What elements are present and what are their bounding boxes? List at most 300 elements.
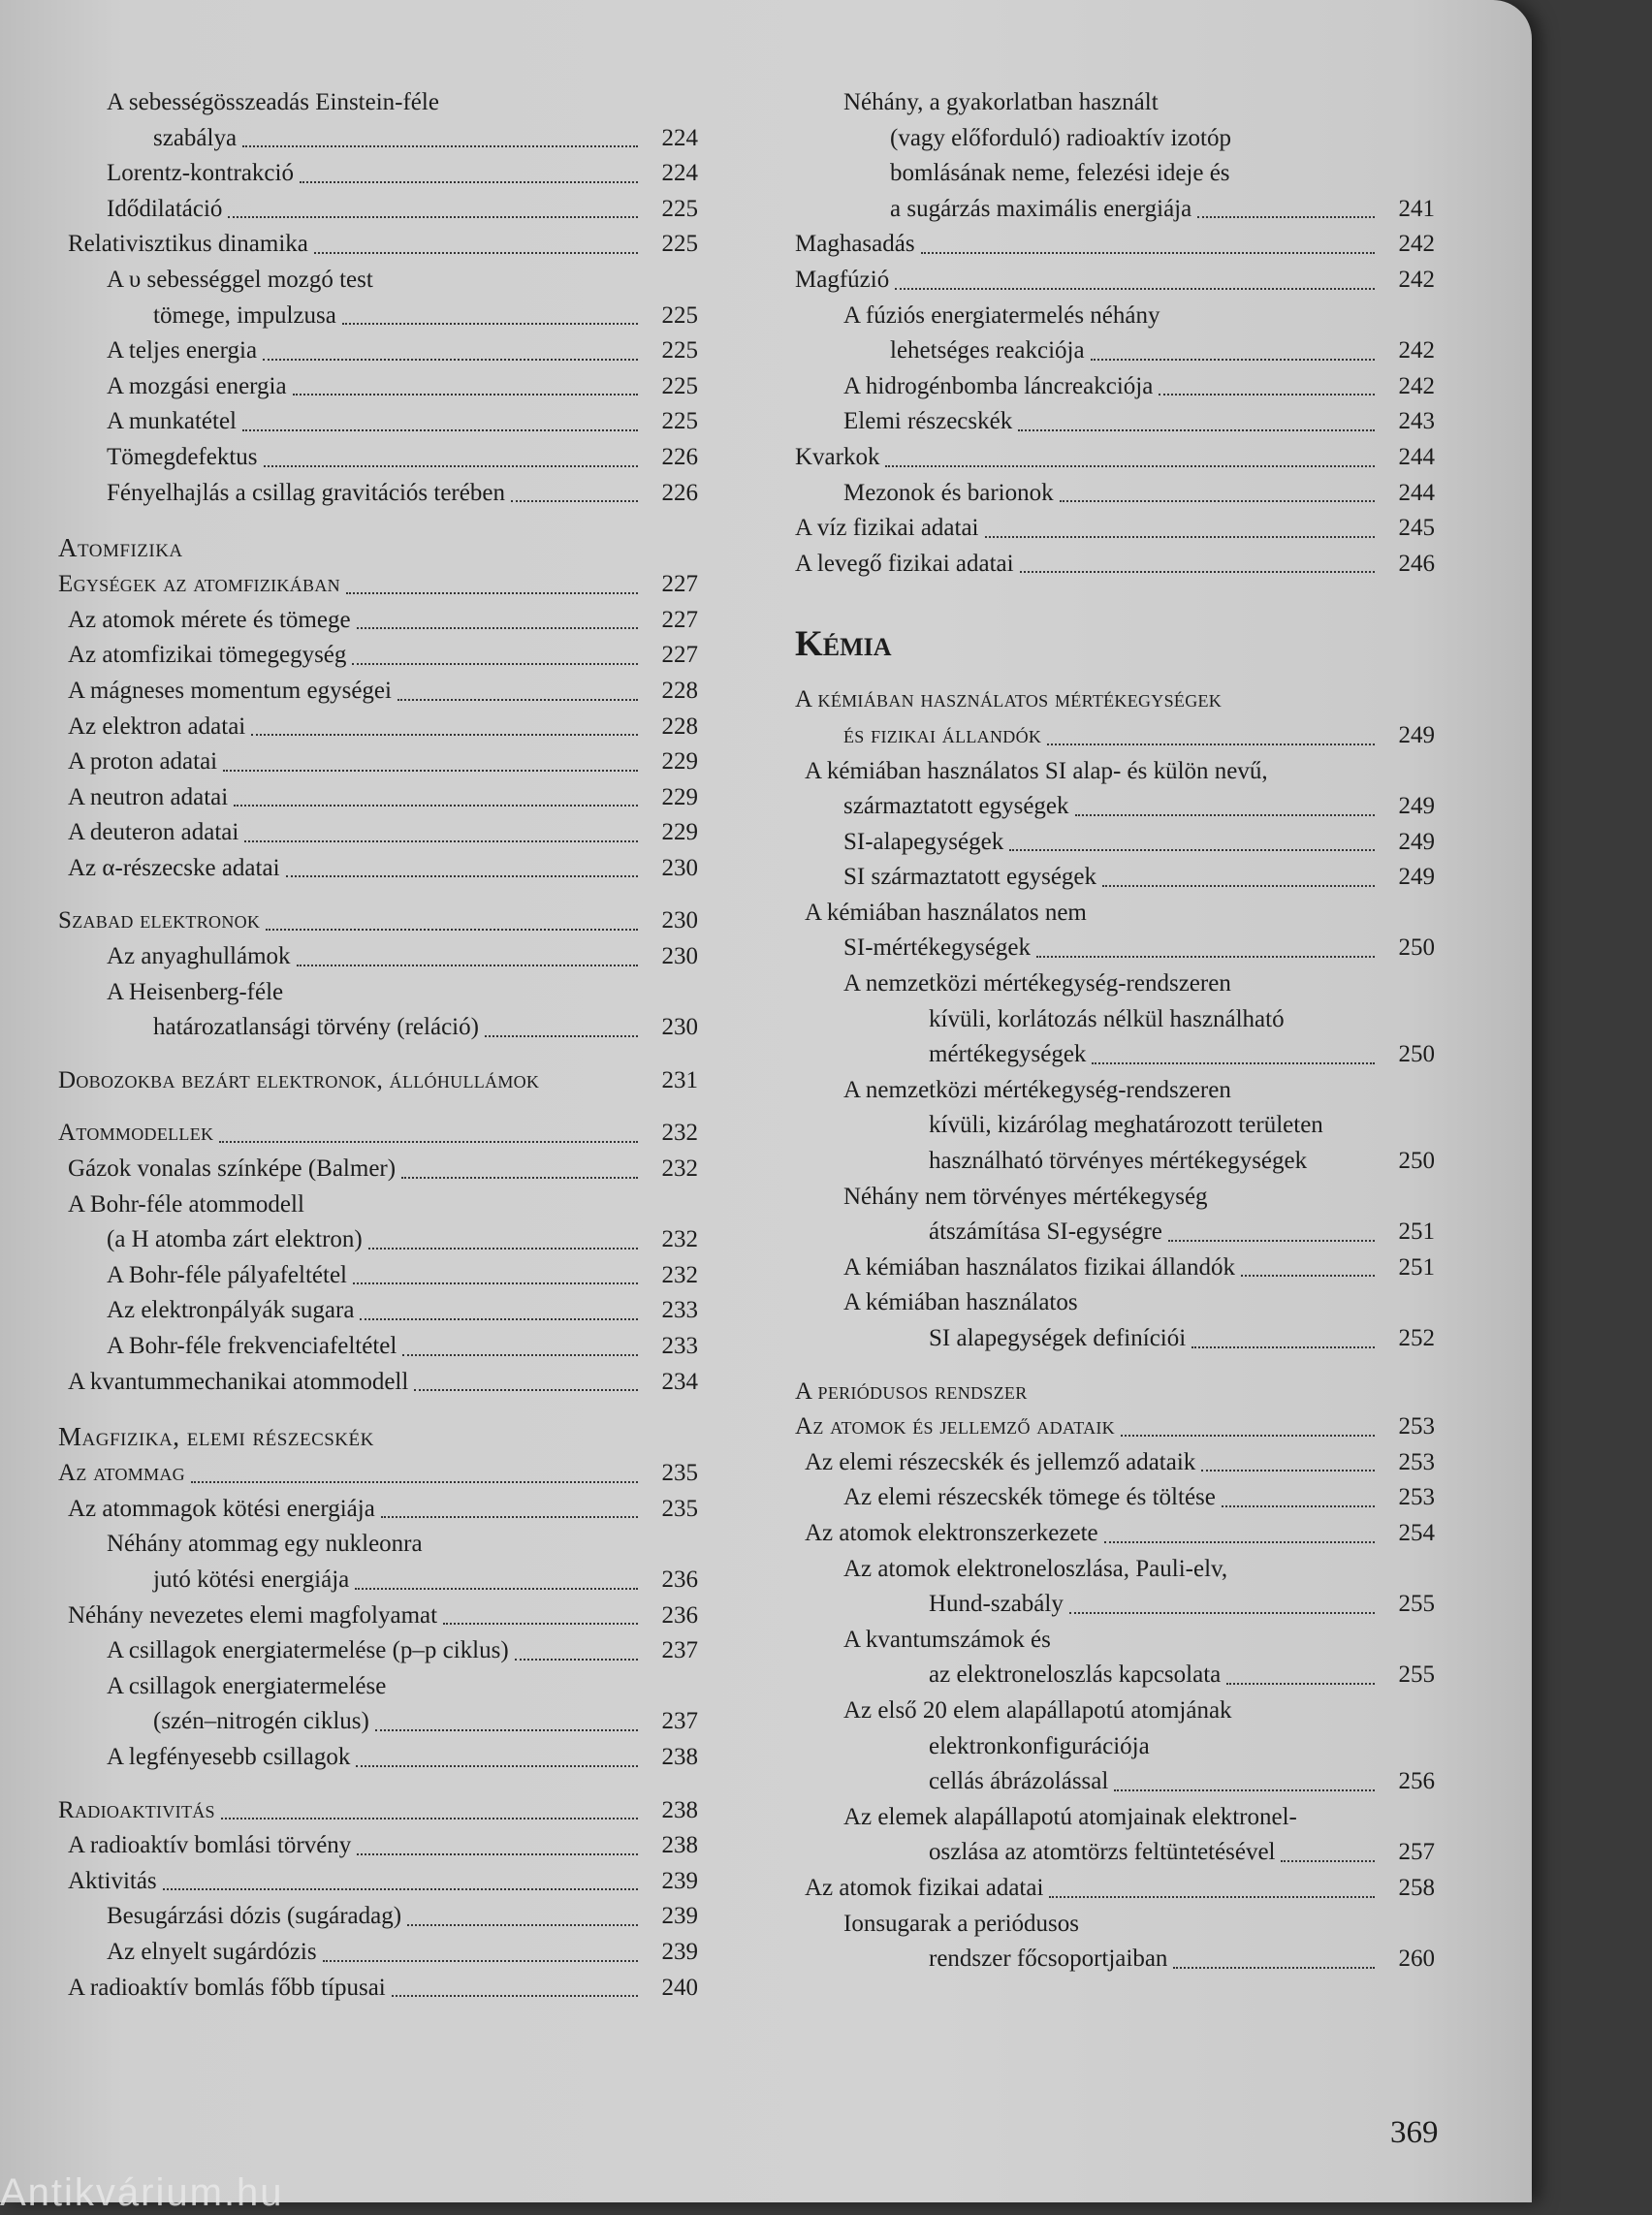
toc-entry [58,1222,698,1258]
toc-entry-title: mértékegységek [929,1041,1087,1068]
toc-entry [795,1693,1435,1729]
toc-entry-title: (a H atomba zárt elektron) [107,1226,363,1253]
dot-leader [263,358,638,361]
toc-entry-title: kívüli, kizárólag meghatározott területen [929,1112,1323,1139]
section-gap [58,886,698,903]
toc-entry-page: 233 [661,1297,698,1324]
toc-entry [795,1002,1435,1038]
toc-entry-title: Atommodellek [58,1120,214,1147]
dot-leader [414,1388,638,1391]
toc-entry [58,1258,698,1294]
dot-leader [485,1034,638,1037]
toc-entry-page: 230 [661,1014,698,1041]
toc-entry-title: A kvantumszámok és [843,1626,1051,1653]
toc-entry [58,440,698,476]
toc-entry [795,1800,1435,1836]
toc-entry-title: A kémiában használatos nem [805,899,1087,926]
toc-entry-title: (vagy előforduló) radioaktív izotóp [890,124,1231,151]
toc-entry [58,1152,698,1187]
toc-entry-page: 230 [661,854,698,881]
toc-entry-title: szabálya [153,124,238,151]
toc-entry [795,966,1435,1002]
toc-entry-title: Az atomok elektronszerkezete [805,1519,1098,1546]
toc-entry-title: Relativisztikus dinamika [68,231,308,258]
toc-entry-page: 229 [661,783,698,810]
toc-entry [795,1037,1435,1073]
toc-entry [795,1907,1435,1943]
toc-entry [795,1445,1435,1481]
toc-entry-page: 246 [1398,550,1435,577]
toc-entry [795,1658,1435,1693]
dot-leader [300,180,638,183]
dot-leader [895,287,1375,290]
toc-entry [795,511,1435,547]
toc-entry-title: Dobozokba bezárt elektronok, állóhullámok [58,1066,540,1093]
toc-entry-title: Maghasadás [795,231,915,258]
toc-entry [58,369,698,405]
toc-entry-page: 231 [661,1066,698,1093]
dot-leader [1281,1859,1375,1862]
toc-entry-title: A Heisenberg-féle [107,978,284,1005]
toc-entry [795,1073,1435,1109]
dot-leader [266,928,638,931]
toc-entry [58,1063,698,1099]
toc-entry-page: 254 [1398,1519,1435,1546]
toc-entry-page: 256 [1398,1768,1435,1795]
toc-entry-title: Ionsugarak a periódusos [843,1910,1079,1937]
dot-leader [221,1817,638,1819]
dot-leader [1092,1061,1375,1064]
toc-entry-title: A mozgási energia [107,372,287,399]
toc-entry-title: A Bohr-féle pályafeltétel [107,1261,347,1288]
toc-entry-page: 241 [1398,195,1435,222]
section-gap [58,1046,698,1063]
toc-entry-title: Gázok vonalas színképe (Balmer) [68,1155,397,1183]
toc-entry-title: Az elemi részecskék tömege és töltése [843,1484,1216,1511]
dot-leader [921,251,1375,254]
toc-entry-title: Néhány nem törvényes mértékegység [843,1183,1208,1210]
toc-entry-title: A mágneses momentum egységei [68,677,392,704]
toc-entry-page: 250 [1398,1148,1435,1175]
toc-entry [795,547,1435,583]
toc-entry [58,1492,698,1528]
toc-entry-page: 238 [661,1832,698,1859]
toc-entry-title: A teljes energia [107,337,258,364]
dot-leader [402,1353,638,1356]
toc-entry-page: 253 [1398,1484,1435,1511]
toc-entry-title: A neutron adatai [68,783,229,810]
toc-entry-title: tömege, impulzusa [153,301,336,329]
dot-leader [368,1247,638,1250]
toc-entry-title: az elektroneloszlás kapcsolata [929,1661,1222,1689]
dot-leader [357,1852,638,1855]
toc-entry-page: 242 [1398,266,1435,293]
dot-leader [401,1176,638,1179]
toc-entry [58,567,698,603]
toc-entry-title: SI alapegységek definíciói [929,1325,1187,1351]
dot-leader [1047,743,1375,745]
dot-leader [515,1658,638,1661]
dot-leader [228,215,638,218]
toc-entry-page: 237 [661,1637,698,1664]
toc-entry-page: 232 [661,1120,698,1147]
dot-leader [357,626,638,629]
toc-entry-page: 238 [661,1796,698,1823]
toc-entry-title: A kvantummechanikai atommodell [68,1368,409,1395]
toc-entry-title: A legfényesebb csillagok [107,1743,351,1770]
toc-entry-title: A nemzetközi mértékegység-rendszeren [843,970,1231,997]
toc-entry-title: rendszer főcsoportjaiban [929,1946,1168,1973]
toc-entry-title: A kémiában használatos [843,1289,1078,1316]
dot-leader [1075,813,1375,816]
toc-entry-title: jutó kötési energiája [153,1566,350,1593]
dot-leader [1201,1469,1375,1471]
toc-entry-page: 226 [661,443,698,470]
dot-leader [1020,570,1375,573]
toc-entry [58,1598,698,1634]
dot-leader [397,698,638,701]
toc-entry [795,1871,1435,1907]
toc-entry-page: 251 [1398,1253,1435,1281]
toc-entry-page: 240 [661,1974,698,2001]
dot-leader [1222,1504,1375,1507]
dot-leader [352,662,638,665]
toc-entry [58,1971,698,2007]
toc-entry-title: Idődilatáció [107,195,223,222]
watermark-text: Antikvárium.hu [0,2171,284,2214]
toc-entry-title: Az atomok elektroneloszlása, Pauli-elv, [843,1555,1228,1582]
toc-entry [58,1365,698,1401]
toc-entry [795,1587,1435,1623]
section-gap [58,511,698,528]
toc-entry [795,718,1435,754]
toc-entry [795,754,1435,790]
dot-leader [264,464,638,467]
toc-entry-page: 244 [1398,443,1435,470]
toc-entry-title: lehetséges reakciója [890,337,1085,364]
dot-leader [1241,1274,1375,1277]
dot-leader [342,322,638,325]
toc-entry [795,1516,1435,1552]
toc-entry [58,121,698,157]
toc-entry-title: A radioaktív bomlás főbb típusai [68,1974,386,2001]
toc-entry [795,121,1435,157]
toc-entry-page: 253 [1398,1413,1435,1440]
dot-leader [242,428,638,431]
toc-entry [58,263,698,299]
toc-entry-title: A levegő fizikai adatai [795,550,1014,577]
toc-entry-title: Az atomok fizikai adatai [805,1874,1044,1901]
toc-entry [795,476,1435,512]
toc-entry-title: oszlása az atomtörzs feltüntetésével [929,1839,1276,1866]
dot-leader [191,1480,638,1483]
toc-entry [795,1409,1435,1445]
toc-entry [58,710,698,745]
toc-entry-title: Lorentz-kontrakció [107,160,294,187]
toc-entry-page: 230 [661,943,698,970]
toc-entry-page: 225 [661,231,698,258]
toc-entry [58,903,698,939]
toc-entry-page: 249 [1398,864,1435,891]
dot-leader [443,1622,638,1625]
toc-entry-title: Az elektronpályák sugara [107,1297,355,1324]
toc-entry-page: 225 [661,337,698,364]
toc-entry-title: kívüli, korlátozás nélkül használható [929,1005,1285,1032]
dot-leader [885,464,1375,467]
toc-entry-title: származtatott egységek [843,793,1069,820]
toc-entry-page: 257 [1398,1839,1435,1866]
toc-entry-page: 239 [661,1938,698,1965]
toc-entry-page: 245 [1398,515,1435,542]
toc-entry-title: és fizikai állandók [843,721,1042,748]
toc-entry [795,789,1435,825]
toc-entry-title: A nemzetközi mértékegység-rendszeren [843,1076,1231,1103]
dot-leader [223,769,638,772]
toc-entry-title: Szabad elektronok [58,907,261,934]
toc-entry-title: Az elemek alapállapotú atomjainak elektronel- [843,1803,1297,1830]
dot-leader [1159,393,1375,396]
toc-entry [795,860,1435,896]
toc-entry-page: 236 [661,1566,698,1593]
toc-entry-title: Az elnyelt sugárdózis [107,1938,317,1965]
toc-entry-title: Mezonok és barionok [843,479,1054,506]
toc-entry [795,85,1435,121]
dot-leader [1018,428,1375,431]
toc-entry [58,744,698,780]
toc-entry-title: Az első 20 elem alapállapotú atomjának [843,1696,1232,1724]
toc-entry-title: SI-mértékegységek [843,934,1031,962]
toc-entry-page: 238 [661,1743,698,1770]
toc-entry-page: 242 [1398,337,1435,364]
toc-entry [795,333,1435,369]
toc-entry-title: Az elemi részecskék és jellemző adataik [805,1448,1196,1475]
toc-entry-page: 225 [661,195,698,222]
toc-entry-page: 250 [1398,1041,1435,1068]
dot-leader [1191,1345,1375,1348]
dot-leader [407,1923,638,1926]
dot-leader [293,393,638,396]
toc-entry-page: 243 [1398,408,1435,435]
toc-entry-page: 227 [661,606,698,633]
toc-entry-page: 227 [661,642,698,669]
dot-leader [1168,1239,1375,1242]
toc-entry-page: 235 [661,1460,698,1487]
section-heading: Magfizika, elemi részecskék [58,1422,374,1452]
toc-entry-title: SI származtatott egységek [843,864,1097,891]
page-number: 369 [1390,2115,1439,2150]
toc-entry [58,851,698,887]
toc-entry-page: 233 [661,1333,698,1359]
dot-leader [355,1587,638,1590]
toc-entry-title: A periódusos rendszer [795,1377,1028,1405]
toc-entry [58,476,698,512]
toc-entry [58,1293,698,1329]
dot-leader [1104,1540,1375,1543]
toc-entry-title: Aktivitás [68,1867,157,1894]
toc-entry-page: 249 [1398,828,1435,855]
toc-entry-title: Az elektron adatai [68,712,246,740]
toc-entry-title: Néhány nevezetes elemi magfolyamat [68,1601,438,1629]
toc-entry-title: A radioaktív bomlási törvény [68,1832,352,1859]
toc-entry [58,1010,698,1046]
toc-entry [795,299,1435,334]
toc-entry-page: 249 [1398,721,1435,748]
toc-entry-title: Az atomok mérete és tömege [68,606,351,633]
toc-entry-page: 251 [1398,1218,1435,1246]
toc-entry-page: 229 [661,748,698,775]
toc-entry [795,1108,1435,1144]
dot-leader [1121,1434,1375,1437]
toc-entry [795,1375,1435,1410]
toc-entry-title: A csillagok energiatermelése (p–p ciklus) [107,1637,509,1664]
dot-leader [1114,1788,1375,1791]
toc-entry [58,1633,698,1669]
dot-leader [323,1959,638,1962]
toc-entry [795,1942,1435,1978]
dot-leader [375,1728,638,1731]
toc-entry [795,896,1435,932]
toc-entry-title: Kvarkok [795,443,880,470]
toc-entry [58,975,698,1011]
dot-leader [356,1764,638,1767]
toc-column-right [795,85,1435,1978]
toc-entry-title: elektronkonfigurációja [929,1732,1150,1759]
toc-entry [795,1321,1435,1357]
toc-entry [795,1729,1435,1765]
toc-entry-title: Besugárzási dózis (sugáradag) [107,1903,402,1930]
toc-entry-page: 224 [661,160,698,187]
toc-entry-title: SI-alapegységek [843,828,1004,855]
toc-entry-title: Egységek az atomfizikában [58,571,340,598]
dot-leader [219,1140,638,1143]
toc-entry [58,192,698,228]
toc-entry-page: 232 [661,1226,698,1253]
toc-entry-title: Az α-részecske adatai [68,854,280,881]
toc-entry-title: Hund-szabály [929,1591,1064,1618]
dot-leader [353,1282,638,1284]
toc-entry [58,780,698,816]
toc-entry [795,1180,1435,1216]
dot-leader [392,1994,638,1997]
toc-entry [58,333,698,369]
dot-leader [1069,1611,1375,1614]
toc-entry [795,1835,1435,1871]
toc-entry [58,299,698,334]
dot-leader [251,733,638,736]
toc-entry-page: 227 [661,571,698,598]
dot-leader [985,535,1375,538]
toc-entry [58,1563,698,1598]
toc-entry-title: A kémiában használatos SI alap- és külön nevű, [805,757,1268,784]
toc-entry-title: A víz fizikai adatai [795,515,979,542]
toc-entry-title: A υ sebességgel mozgó test [107,266,373,293]
toc-entry [795,1552,1435,1588]
dot-leader [1091,358,1375,361]
dot-leader [286,874,638,877]
toc-entry [58,1935,698,1971]
toc-entry-title: A Bohr-féle frekvenciafeltétel [107,1333,397,1359]
dot-leader [1060,499,1375,502]
section-gap [58,1400,698,1417]
toc-entry-title: A proton adatai [68,748,218,775]
toc-entry [795,227,1435,263]
toc-entry-title: cellás ábrázolással [929,1768,1109,1795]
toc-entry-page: 252 [1398,1325,1435,1351]
toc-column-left [58,85,698,2006]
dot-leader [1036,955,1375,958]
toc-entry [58,1899,698,1935]
toc-entry-page: 228 [661,677,698,704]
toc-entry-page: 225 [661,408,698,435]
toc-entry [58,1828,698,1864]
toc-entry-title: (szén–nitrogén ciklus) [153,1708,369,1735]
section-gap [58,1098,698,1116]
toc-entry [58,674,698,710]
toc-entry-page: 258 [1398,1874,1435,1901]
toc-entry [58,638,698,674]
dot-leader [297,964,638,966]
toc-entry [795,682,1435,718]
toc-entry-title: Az atomok és jellemző adataik [795,1413,1115,1440]
dot-leader [1102,884,1375,887]
toc-entry-page: 239 [661,1867,698,1894]
toc-entry-title: A sebességösszeadás Einstein-féle [107,89,439,115]
section-gap [58,1776,698,1793]
dot-leader [1049,1895,1375,1898]
toc-entry-title: Tömegdefektus [107,443,258,470]
toc-entry-page: 249 [1398,793,1435,820]
toc-entry-page: 234 [661,1368,698,1395]
toc-entry-title: Az atommag [58,1460,185,1487]
toc-entry [58,1704,698,1740]
dot-leader [1226,1682,1375,1685]
toc-entry-title: határozatlansági törvény (reláció) [153,1014,479,1041]
toc-entry [795,1480,1435,1516]
toc-entry-title: A kémiában használatos mértékegységek [795,686,1223,713]
toc-entry-title: bomlásának neme, felezési ideje és [890,160,1230,187]
dot-leader [1173,1966,1375,1969]
toc-entry-title: Magfúzió [795,266,890,293]
dot-leader [244,839,638,842]
toc-entry-title: A deuteron adatai [68,819,239,846]
toc-entry [795,156,1435,192]
toc-entry-page: 235 [661,1495,698,1522]
toc-entry-title: átszámítása SI-egységre [929,1218,1162,1246]
toc-entry [795,1285,1435,1321]
toc-entry-title: Az atomfizikai tömegegység [68,642,347,669]
toc-entry-page: 250 [1398,934,1435,962]
toc-entry-title: A hidrogénbomba láncreakciója [843,372,1154,399]
toc-entry [795,369,1435,405]
toc-entry-title: A kémiában használatos fizikai állandók [843,1253,1236,1281]
toc-entry-page: 228 [661,712,698,740]
toc-entry-title: Néhány atommag egy nukleonra [107,1531,423,1558]
toc-entry [58,939,698,975]
toc-entry-page: 236 [661,1601,698,1629]
toc-entry-page: 255 [1398,1661,1435,1689]
toc-entry [58,85,698,121]
toc-entry-title: A csillagok energiatermelése [107,1672,387,1699]
dot-leader [1009,848,1375,851]
dot-leader [511,499,638,502]
toc-entry-title: A Bohr-féle atommodell [68,1190,304,1218]
toc-entry-page: 232 [661,1155,698,1183]
toc-entry-page: 253 [1398,1448,1435,1475]
toc-entry [58,1864,698,1900]
chapter-title: Kémia [795,624,892,665]
dot-leader [1197,215,1375,218]
toc-entry [58,815,698,851]
